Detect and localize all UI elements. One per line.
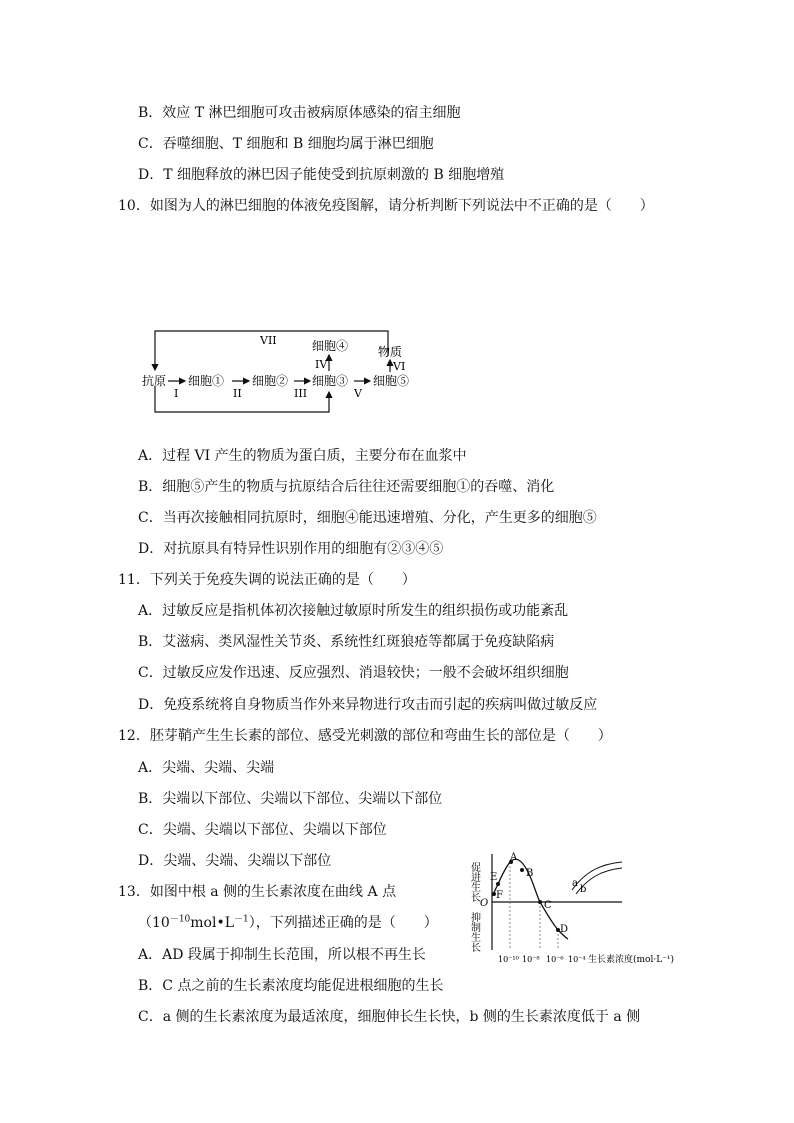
cell-5-label: 细胞⑤: [373, 374, 410, 388]
q12-option-d: D．尖端、尖端、尖端以下部位: [138, 853, 332, 869]
tick-3: 10⁻⁶: [546, 955, 564, 964]
cell-1-label: 细胞①: [188, 374, 225, 388]
q12-option-b: B．尖端以下部位、尖端以下部位、尖端以下部位: [138, 791, 443, 807]
label-side-b: b: [580, 884, 587, 895]
q11-stem: 11．下列关于免疫失调的说法正确的是（ ）: [118, 572, 416, 588]
q13-option-c: C．a 侧的生长素浓度为最适浓度，细胞伸长生长快，b 侧的生长素浓度低于 a 侧: [138, 1009, 641, 1025]
q10-option-c: C．当再次接触相同抗原时，细胞④能迅速增殖、分化，产生更多的细胞⑤: [138, 510, 597, 526]
q13-stem: 13．如图中根 a 侧的生长素浓度在曲线 A 点: [118, 884, 397, 900]
cell-4-label: 细胞④: [312, 339, 349, 353]
label-side-a: a: [572, 878, 578, 889]
q13-stem-line2: [138, 914, 438, 932]
q13-stem2-post: ），下列描述正确的是（ ）: [248, 915, 438, 931]
x-axis-label: 生长素浓度(mol·L⁻¹): [588, 955, 675, 965]
q9-option-d: D．T 细胞释放的淋巴因子能使受到抗原刺激的 B 细胞增殖: [138, 167, 505, 183]
process-label-iv: IV: [315, 358, 328, 371]
q11-option-a: A．过敏反应是指机体初次接触过敏原时所发生的组织损伤或功能紊乱: [138, 603, 569, 619]
label-c: C: [544, 900, 552, 911]
q13-option-a: A．AD 段属于抑制生长范围，所以根不再生长: [138, 947, 426, 963]
label-a: A: [510, 852, 518, 863]
process-label-i: I: [174, 387, 179, 400]
tick-2: 10⁻⁸: [522, 955, 540, 964]
humoral-immunity-diagram: [140, 326, 430, 416]
q12-option-c: C．尖端、尖端以下部位、尖端以下部位: [138, 822, 387, 838]
cell-2-label: 细胞②: [252, 374, 289, 388]
substance-label: 物质: [378, 345, 403, 359]
tick-4: 10⁻⁴: [568, 955, 586, 964]
q9-option-c: C．吞噬细胞、T 细胞和 B 细胞均属于淋巴细胞: [138, 136, 434, 152]
point-b: [520, 868, 524, 872]
q13-stem2-pre: （10: [138, 915, 170, 931]
point-c: [538, 900, 542, 904]
q12-stem: 12．胚芽鞘产生生长素的部位、感受光刺激的部位和弯曲生长的部位是（ ）: [118, 728, 612, 744]
q11-option-b: B．艾滋病、类风湿性关节炎、系统性红斑狼疮等都属于免疫缺陷病: [138, 634, 555, 650]
q12-option-a: A．尖端、尖端、尖端: [138, 760, 275, 776]
label-b: B: [526, 868, 534, 879]
q10-option-d: D．对抗原具有特异性识别作用的细胞有②③④⑤: [138, 541, 444, 557]
promote-label: 促进生长: [468, 862, 480, 902]
inhibit-label: 抑制生长: [468, 912, 480, 952]
cell-3-label: 细胞③: [312, 374, 349, 388]
q13-stem2-exp: －10: [169, 914, 191, 925]
q10-stem: 10．如图为人的淋巴细胞的体液免疫图解，请分析判断下列说法中不正确的是（ ）: [118, 198, 654, 214]
q13-option-b: B．C 点之前的生长素浓度均能促进根细胞的生长: [138, 978, 444, 994]
q11-option-c: C．过敏反应发作迅速、反应强烈、消退较快；一般不会破坏组织细胞: [138, 665, 569, 681]
label-e: E: [490, 872, 498, 883]
process-label-ii: II: [233, 387, 242, 400]
auxin-concentration-graph: [470, 850, 685, 970]
q11-option-d: D．免疫系统将自身物质当作外来异物进行攻击而引起的疾病叫做过敏反应: [138, 697, 598, 713]
label-d: D: [560, 924, 569, 935]
process-label-iii: III: [294, 387, 308, 400]
tick-1: 10⁻¹⁰: [498, 955, 519, 964]
process-label-v: V: [354, 387, 362, 400]
antigen-label: 抗原: [142, 374, 167, 388]
q13-stem2-exp2: －1: [234, 914, 249, 925]
q9-option-b: B．效应 T 淋巴细胞可攻击被病原体感染的宿主细胞: [138, 105, 461, 121]
origin-label: O: [480, 898, 489, 909]
q10-option-a: A．过程 VI 产生的物质为蛋白质，主要分布在血浆中: [138, 448, 467, 464]
label-f: F: [496, 890, 503, 901]
process-label-vi: VI: [393, 360, 406, 373]
process-label-vii: VII: [260, 334, 277, 347]
q10-option-b: B．细胞⑤产生的物质与抗原结合后往往还需要细胞①的吞噬、消化: [138, 479, 555, 495]
q13-stem2-mid: mol•L: [190, 915, 235, 931]
